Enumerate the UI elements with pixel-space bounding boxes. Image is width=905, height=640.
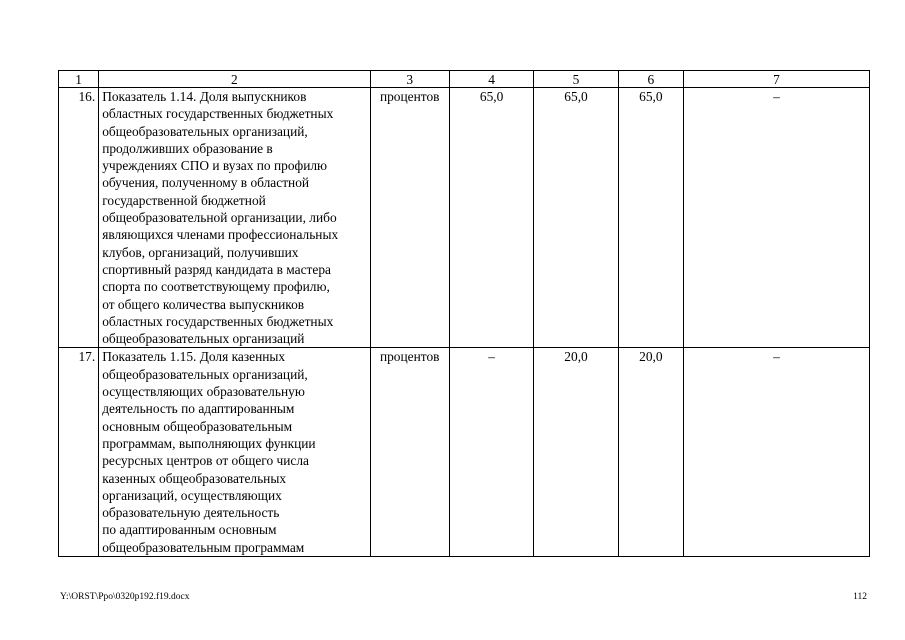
value-col-6: 65,0 — [618, 88, 683, 348]
description-line: образовательную деятельность — [102, 505, 280, 521]
description-line: общеобразовательных организаций — [102, 331, 305, 347]
value-col-4: – — [449, 348, 533, 557]
indicator-description — [99, 348, 370, 557]
value-col-5: 20,0 — [534, 348, 618, 557]
description-line: государственной бюджетной — [102, 192, 266, 208]
header-col-5: 5 — [534, 71, 618, 88]
header-col-6: 6 — [618, 71, 683, 88]
description-line: общеобразовательным программам — [102, 539, 305, 555]
row-number: 16. — [59, 88, 99, 348]
table-row-16 — [59, 88, 870, 348]
header-col-4: 4 — [449, 71, 533, 88]
unit-cell: процентов — [370, 348, 449, 557]
description-line: спорта по соответствующему профилю, — [102, 279, 330, 295]
description-line: по адаптированным основным — [102, 522, 277, 538]
description-line: областных государственных бюджетных — [102, 106, 334, 122]
footer-file-path: Y:\ORST\Ppo\0320p192.f19.docx — [60, 592, 190, 602]
description-line: ресурсных центров от общего числа — [102, 453, 309, 469]
table-row-17 — [59, 348, 870, 557]
value-col-5: 65,0 — [534, 88, 618, 348]
description-line: от общего количества выпускников — [102, 296, 305, 312]
description-line: основным общеобразовательным — [102, 418, 293, 434]
description-line: программам, выполняющих функции — [102, 435, 316, 451]
description-line: общеобразовательных организаций, — [102, 366, 308, 382]
footer-page-number: 112 — [853, 592, 867, 602]
description-line: общеобразовательных организаций, — [102, 123, 308, 139]
description-line: учреждениях СПО и вузах по профилю — [102, 158, 328, 174]
indicator-description — [99, 88, 370, 348]
header-col-3: 3 — [370, 71, 449, 88]
description-line: осуществляющих образовательную — [102, 384, 305, 400]
table-header-row — [59, 71, 870, 88]
header-col-1: 1 — [59, 71, 99, 88]
unit-cell: процентов — [370, 88, 449, 348]
row-number: 17. — [59, 348, 99, 557]
value-col-6: 20,0 — [618, 348, 683, 557]
description-line: деятельность по адаптированным — [102, 401, 295, 417]
description-line: продолживших образование в — [102, 140, 273, 156]
value-col-4: 65,0 — [449, 88, 533, 348]
description-line: спортивный разряд кандидата в мастера — [102, 261, 331, 277]
header-col-2: 2 — [99, 71, 370, 88]
description-line: клубов, организаций, получивших — [102, 244, 299, 260]
description-line: общеобразовательной организации, либо — [102, 210, 337, 226]
value-col-7: – — [684, 88, 870, 348]
description-line: областных государственных бюджетных — [102, 313, 334, 329]
description-line: обучения, полученному в областной — [102, 175, 310, 191]
description-line: Показатель 1.15. Доля казенных — [102, 349, 286, 365]
description-line: Показатель 1.14. Доля выпускников — [102, 89, 307, 104]
description-line: казенных общеобразовательных — [102, 470, 287, 486]
value-col-7: – — [684, 348, 870, 557]
header-col-7: 7 — [684, 71, 870, 88]
description-line: организаций, осуществляющих — [102, 487, 282, 503]
indicators-table — [58, 70, 870, 557]
description-line: являющихся членами профессиональных — [102, 227, 339, 243]
